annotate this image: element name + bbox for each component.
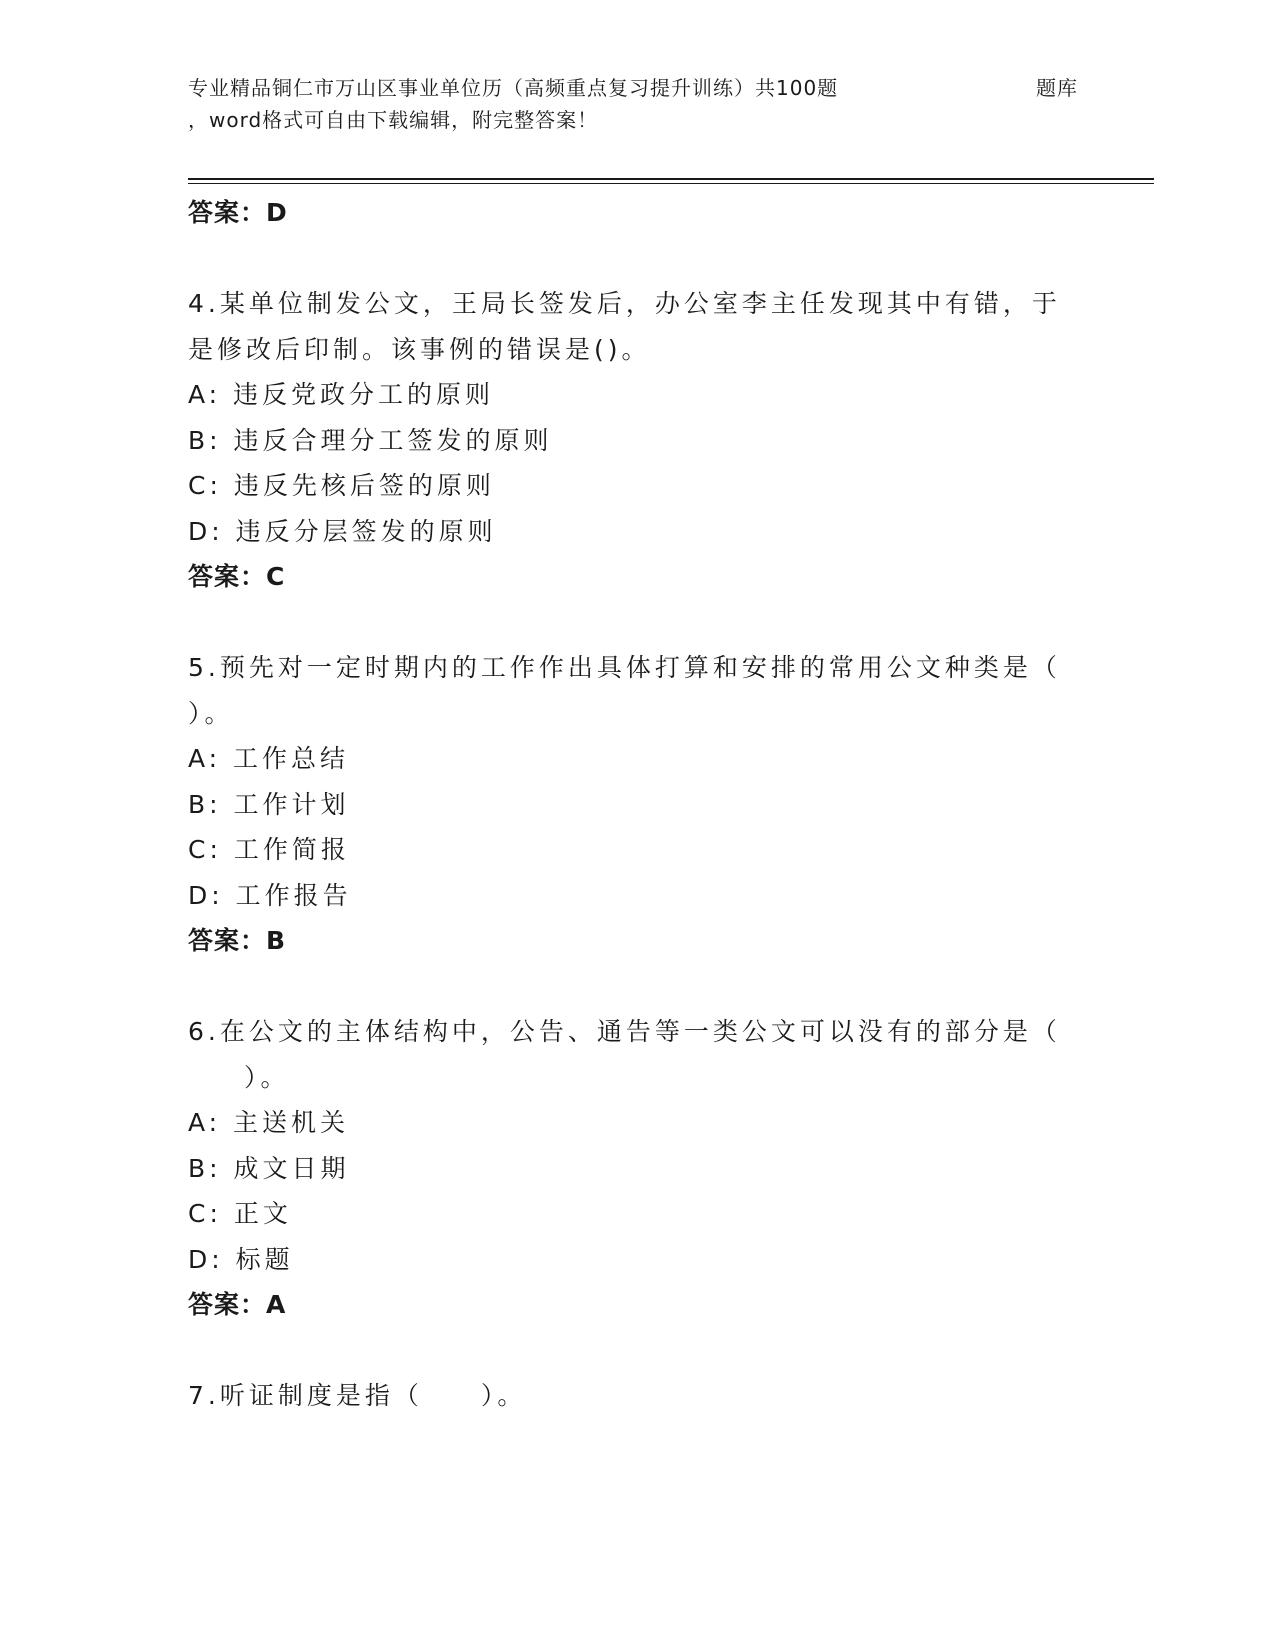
question-4 bbox=[188, 281, 1068, 554]
option-d: D: 工作报告 bbox=[188, 880, 352, 910]
answer-q3: 答案：D bbox=[188, 198, 288, 227]
option-c: C: 工作简报 bbox=[188, 835, 350, 864]
question-6 bbox=[188, 1009, 1068, 1282]
question-content bbox=[188, 190, 1068, 1419]
spacer bbox=[188, 1328, 1068, 1374]
answer-q4: 答案：C bbox=[188, 562, 286, 591]
question-7 bbox=[188, 1373, 1068, 1419]
option-c: C: 正文 bbox=[188, 1199, 292, 1228]
header-divider-thick bbox=[188, 178, 1154, 180]
header-divider-thin bbox=[188, 183, 1154, 184]
question-stem: 6.在公文的主体结构中，公告、通告等一类公文可以没有的部分是（ bbox=[188, 1017, 1061, 1046]
option-c: C: 违反先核后签的原则 bbox=[188, 471, 495, 500]
answer-q5: 答案：B bbox=[188, 926, 287, 955]
option-b: B: 工作计划 bbox=[188, 789, 350, 819]
option-a: A: 工作总结 bbox=[188, 744, 350, 773]
question-stem: 是修改后印制。该事例的错误是()。 bbox=[188, 334, 651, 364]
option-b: B: 违反合理分工签发的原则 bbox=[188, 425, 553, 455]
question-stem: ）。 bbox=[244, 1062, 290, 1092]
question-stem: ）。 bbox=[188, 698, 234, 728]
header-tag: 题库 bbox=[1036, 76, 1078, 100]
option-a: A: 主送机关 bbox=[188, 1108, 350, 1137]
question-stem: 5.预先对一定时期内的工作作出具体打算和安排的常用公文种类是（ bbox=[188, 653, 1061, 682]
header-title: 专业精品铜仁市万山区事业单位历（高频重点复习提升训练）共100题 bbox=[188, 76, 839, 100]
option-d: D: 标题 bbox=[188, 1244, 294, 1274]
header-subtitle: ，word格式可自由下载编辑，附完整答案！ bbox=[188, 108, 599, 132]
question-5 bbox=[188, 645, 1068, 918]
option-d: D: 违反分层签发的原则 bbox=[188, 516, 497, 546]
spacer bbox=[188, 236, 1068, 282]
option-b: B: 成文日期 bbox=[188, 1153, 350, 1183]
spacer bbox=[188, 964, 1068, 1010]
spacer bbox=[188, 600, 1068, 646]
question-stem: 7.听证制度是指（ ）。 bbox=[188, 1381, 527, 1410]
answer-q6: 答案：A bbox=[188, 1290, 287, 1319]
header-title-row bbox=[188, 72, 1088, 104]
question-stem: 4.某单位制发公文，王局长签发后，办公室李主任发现其中有错，于 bbox=[188, 289, 1061, 318]
page-header bbox=[188, 72, 1088, 136]
option-a: A: 违反党政分工的原则 bbox=[188, 380, 495, 409]
